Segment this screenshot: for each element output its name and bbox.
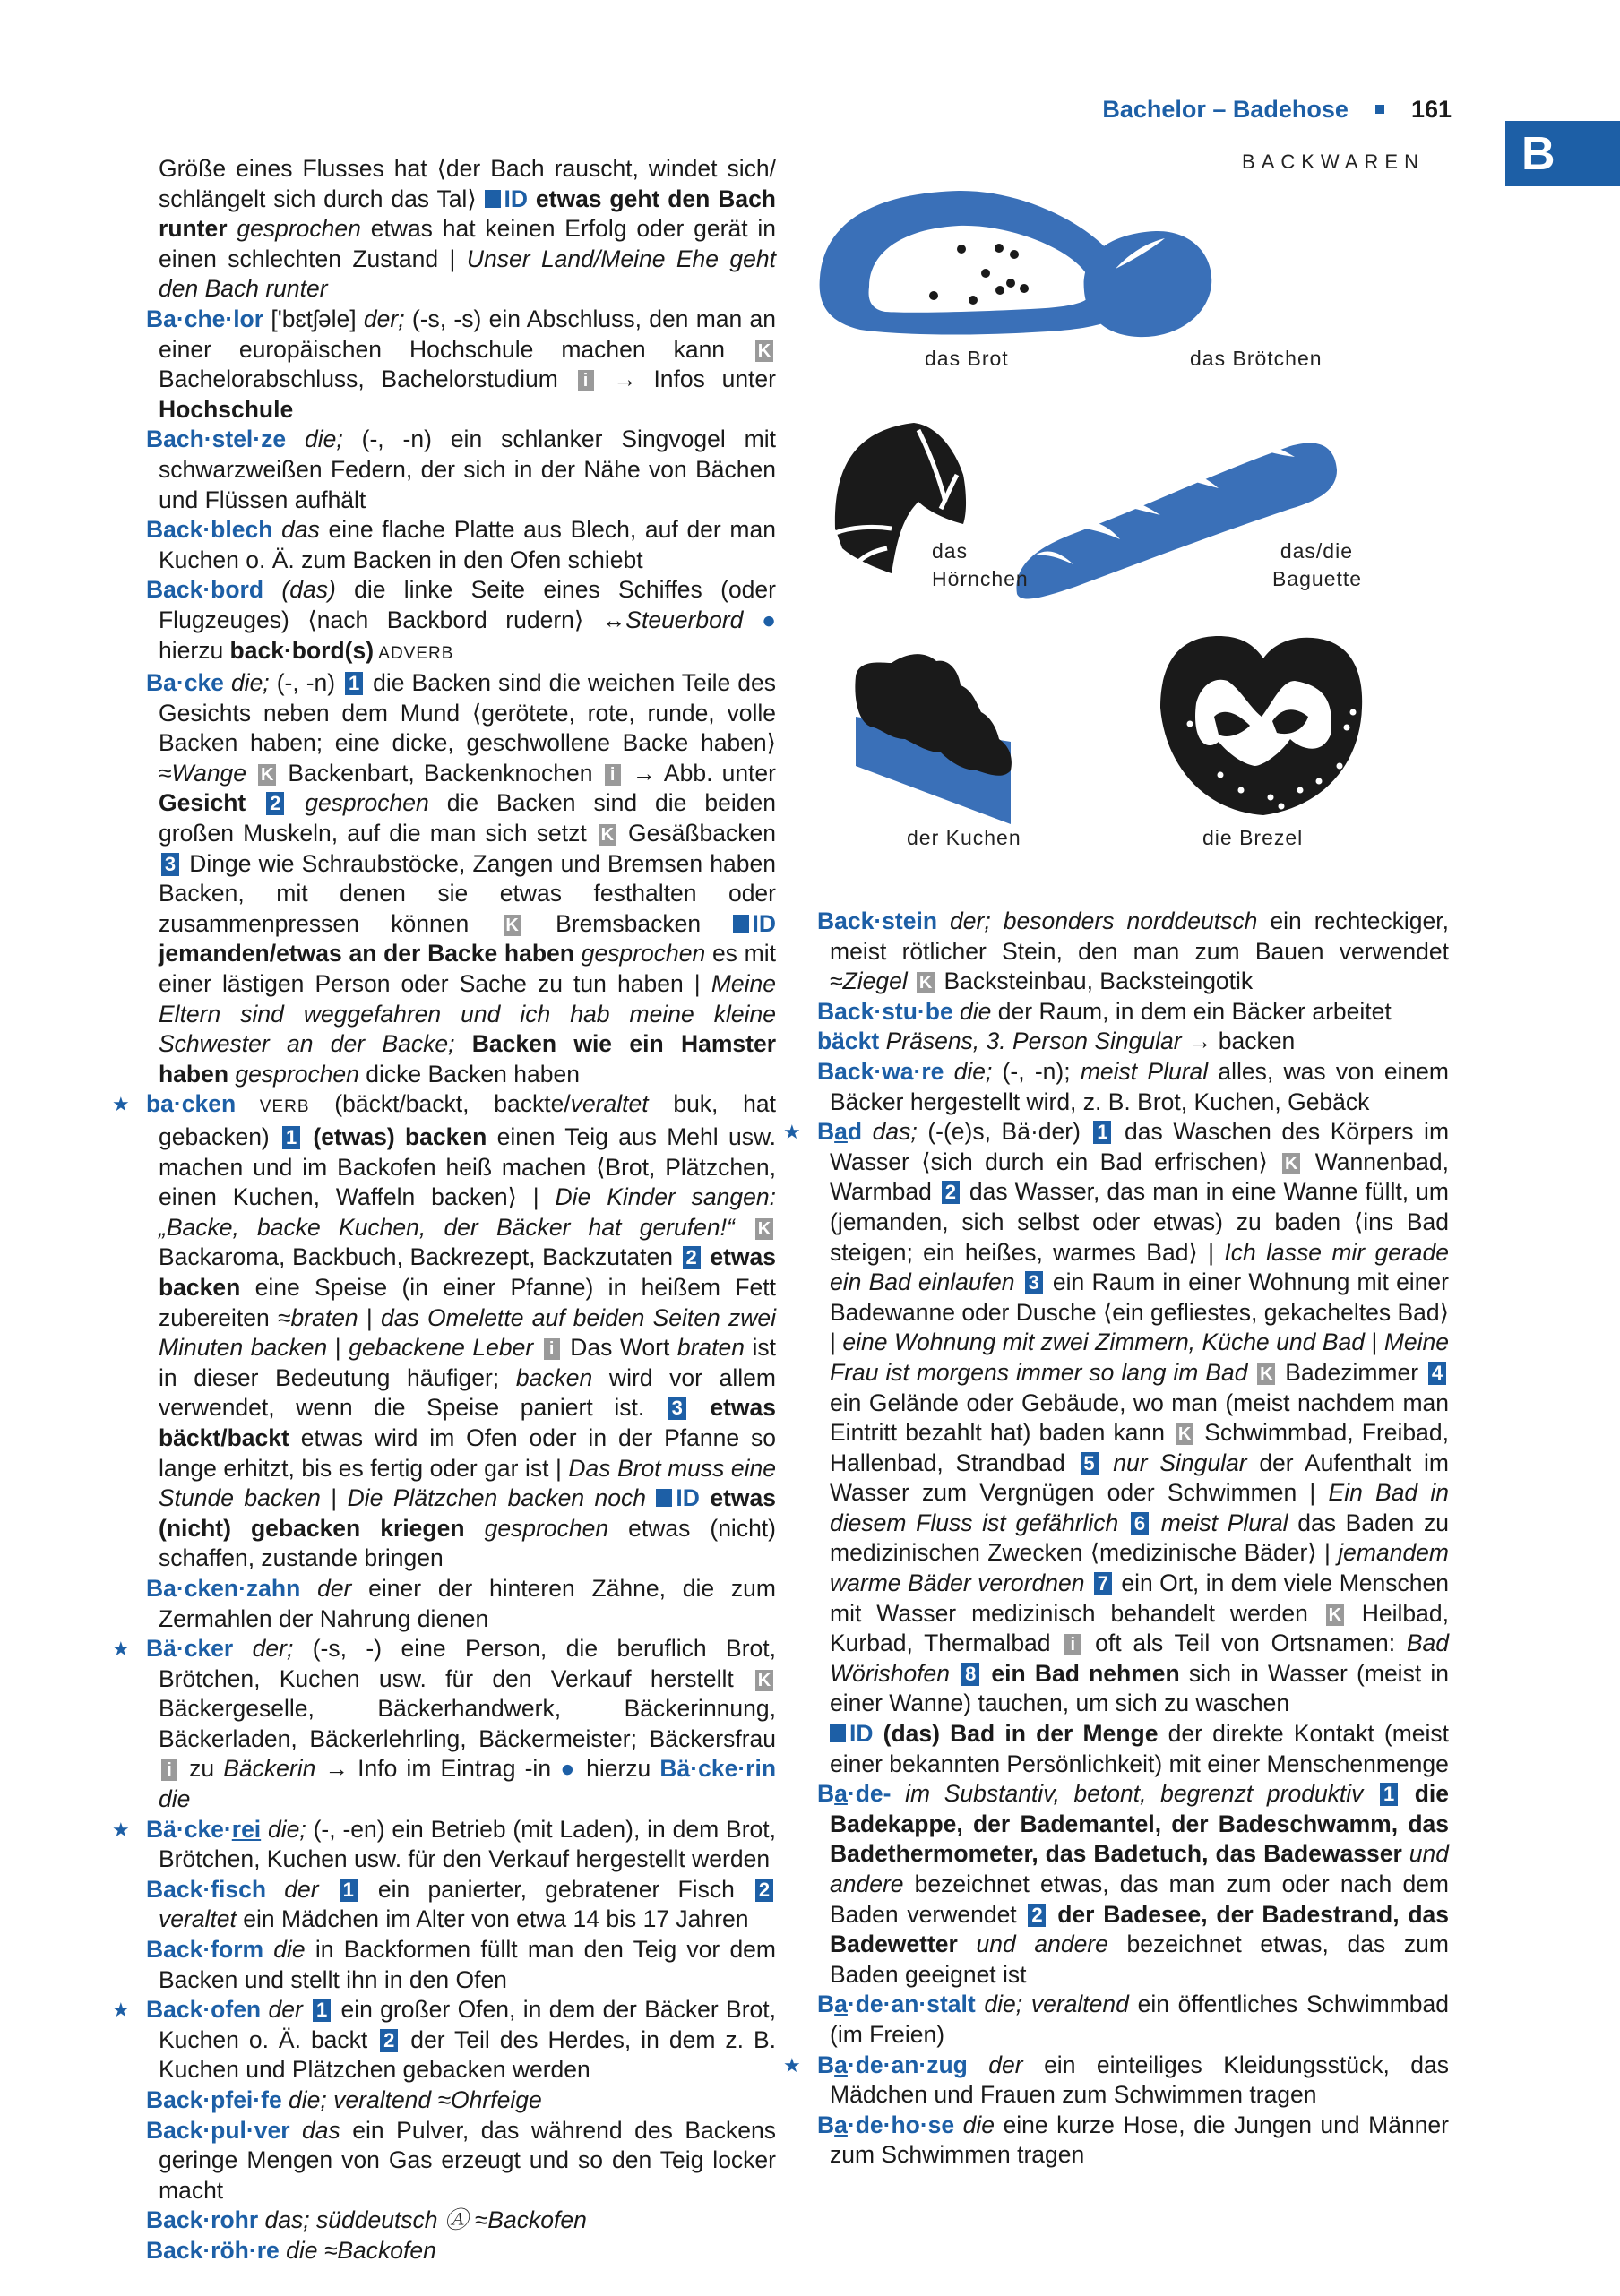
sense-number: 1 [345,672,363,695]
compound-k-icon: K [258,764,276,786]
page-number: 161 [1410,95,1452,123]
compound-k-icon: K [1326,1604,1344,1626]
entry-backblech: Back·blech das eine flache Platte aus Blech, auf der man Kuchen o. Ä. zum Backen in den Ofen schiebt [146,516,776,573]
sense-number: 1 [282,1126,300,1149]
entry-badeanstalt: Ba·de·an·stalt die; veraltend ein öffentliches Schwimmbad (im Freien) [817,1991,1450,2048]
star-icon: ★ [112,1638,130,1661]
headword[interactable]: Back·rohr [146,2206,259,2234]
headword[interactable]: bäckt [817,1028,880,1055]
caption-baguette [1272,537,1363,593]
bread-roll-icon [1084,231,1212,337]
derived-headword[interactable]: Bä·cke·rin [659,1755,777,1783]
entry-backware: Back·wa·re die; (-, -n); meist Plural alles, was von einem Bäcker hergestellt wird, z. B. Brot, Kuchen, Gebäck [817,1057,1449,1115]
idiom-marker: ID [849,1720,874,1748]
info-icon: i [1064,1634,1081,1655]
headword[interactable]: Ba·cken·zahn [146,1574,301,1602]
entry-backfisch: Back·fisch der 1 ein panierter, gebratener Fisch 2 veraltet ein Mädchen im Alter von etwa 14 bis 17 Jahren [146,1875,776,1935]
sense-number: 1 [1093,1121,1111,1144]
sense-number: 1 [313,1999,331,2022]
entry-bad: ★ Bad das; (-(e)s, Bä·der) 1 das Waschen des Körpers im Wasser ⟨sich durch ein Bad erfrischen⟩ K Wannenbad, Warmbad 2 das Wasser, das man in eine Wanne füllt, um (jemanden, sich selbst oder etwas) zu baden ⟨ins Bad steigen; ein heißes, warmes Bad⟩ | Ich lasse mir gerade ein Bad einlaufen 3 ein Raum in einer Wohnung mit einer Badewanne oder Dusche ⟨ein gefliestes, gekacheltes Bad⟩ | eine Wohnung mit zwei Zimmern, Küche und Bad | Meine Frau ist morgens immer so lang im Bad K Badezimmer 4 ein Gelände oder Gebäude, wo man (meist nachdem man Eintritt bezahlt hat) baden kann K Schwimmbad, Freibad, Hallenbad, Strandbad 5 nur Singular der Aufenthalt im Wasser zum Vergnügen oder Schwimmen | Ein Bad in diesem Fluss ist gefährlich 6 meist Plural das Baden zu medizinischen Zwecken ⟨medizinische Bäder⟩ | jemandem warme Bäder verordnen 7 ein Ort, in dem viele Menschen mit Wasser medizinisch behandelt werden K Heilbad, Kurbad, Thermalbad i oft als Teil von Ortsnamen: Bad Wörishofen 8 ein Bad nehmen sich in Wasser (meist in einer Wanne) tauchen, um sich zu waschen ID (das) Bad in der Menge der direkte Kontakt (meist einer bekannten Persönlichkeit) mit einer Menschenmenge [783,1118,1450,1777]
sense-number: 3 [1025,1271,1043,1294]
entry-backen: ★ ba·cken VERB (bäckt/backt, backte/veraltet buk, hat gebacken) 1 (etwas) backen einen Teig aus Mehl usw. machen und im Backofen heiß machen ⟨Brot, Plätzchen, einen Kuchen, Waffeln backen⟩ | Die Kinder sangen: „Backe, backe Kuchen, der Bäcker hat gerufen!“ K Backaroma, Backbuch, Backrezept, Backzutaten 2 etwas backen eine Speise (in einer Pfanne) in heißem Fett zubereiten ≈braten | das Omelette auf beiden Seiten zwei Minuten backen | gebackene Leber i Das Wort braten ist in dieser Bedeutung häufiger; backen wird vor allem verwendet, wenn die Speise paniert ist. 3 etwas bäckt/backt etwas wird im Ofen oder in der Pfanne so lange erhitzt, bis es fertig oder gar ist | Das Brot muss eine Stunde backen | Die Plätzchen backen noch ID etwas (nicht) gebacken kriegen gesprochen etwas (nicht) schaffen, zustande bringen [112,1090,777,1572]
headword[interactable]: Ba·de·an·zug [817,2051,968,2078]
compound-k-icon: K [1257,1363,1275,1385]
headword[interactable]: Back·bord [146,576,264,604]
pretzel-icon [1160,636,1362,815]
entry-bach-continued: Größe eines Flusses hat ⟨der Bach rauscht, windet sich/ schlängelt sich durch das Tal⟩ ID etwas geht den Bach runter gesprochen etwas hat keinen Erfolg oder gerät in einen schlechten Zustand | Unser Land/Meine Ehe geht den Bach runter [159,155,777,303]
entry-bade: Ba·de- im Substantiv, betont, begrenzt produktiv 1 die Badekappe, der Bademantel, der Badeschwamm, das Badethermometer, das Badetuch, das Badewasser und andere bezeichnet etwas, das man zum oder nach dem Baden verwendet 2 der Badesee, der Badestrand, das Badewetter und andere bezeichnet etwas, das zum Baden geeignet ist [817,1780,1450,1988]
headword[interactable]: Back·blech [146,516,273,544]
idiom-square-icon [733,915,749,933]
sense-number: 2 [942,1181,960,1204]
sense-number: 2 [755,1879,773,1902]
info-icon: i [161,1759,177,1781]
sense-number: 2 [683,1246,701,1269]
caption-hoernchen-line2: Hörnchen [932,567,1029,590]
entry-baecker: ★ Bä·cker der; (-s, -) eine Person, die beruflich Brot, Brötchen, Kuchen usw. für den Verkauf herstellt K Bäckergeselle, Bäckerhandwerk, Bäckerinnung, Bäckerladen, Bäckerlehrling, Bäckermeister; Bäckersfrau i zu Bäckerin → Info im Eintrag -in ● hierzu Bä·cke·rin die [112,1635,777,1813]
running-header [1066,90,1452,129]
compound-k-icon: K [1176,1423,1193,1445]
headword[interactable]: Back·form [146,1936,264,1964]
star-icon: ★ [112,1818,130,1841]
sense-number: 3 [161,853,179,876]
compound-k-icon: K [504,915,521,936]
entry-backpulver: Back·pul·ver das ein Pulver, das während des Backens geringe Mengen von Gas erzeugt und so den Teig locker macht [146,2116,777,2204]
bread-loaf-icon [820,191,1132,335]
star-icon: ★ [783,1121,801,1144]
sense-number: 4 [1428,1362,1446,1385]
headword[interactable]: Bach·stel·ze [146,426,287,453]
sense-number: 7 [1094,1572,1112,1595]
idiom-marker: ID [676,1484,700,1512]
sense-number: 2 [1028,1904,1046,1927]
compound-k-icon: K [1282,1153,1300,1174]
entry-backroehre: Back·röh·re die ≈Backofen [146,2236,436,2264]
headword[interactable]: Back·ofen [146,1996,262,2024]
idiom-marker: ID [504,185,529,212]
sense-number: 8 [961,1663,979,1686]
left-column [112,154,777,2266]
headword[interactable]: Back·pul·ver [146,2116,290,2144]
headword[interactable]: ba·cken [146,1090,237,1118]
bullet-dot-icon: ● [743,606,776,633]
sense-number: 2 [266,792,284,815]
illustration-title: BACKWAREN [1242,150,1425,173]
entry-backofen: ★ Back·ofen der 1 ein großer Ofen, in dem der Bäcker Brot, Kuchen o. Ä. backt 2 der Teil des Herdes, in dem z. B. Kuchen und Plätzchen gebacken werden [112,1996,777,2084]
sense-number: 6 [1131,1512,1149,1535]
entry-backrohr: Back·rohr das; süddeutsch Ⓐ ≈Backofen [146,2206,587,2234]
headword[interactable]: Ba·de·an·stalt [817,1991,976,2018]
entry-backpfeife: Back·pfei·fe die; veraltend ≈Ohrfeige [146,2086,542,2113]
caption-baguette-line2: Baguette [1272,567,1363,590]
caption-baguette-line1: das/die [1280,539,1353,563]
sense-number: 1 [340,1879,358,1902]
headword[interactable]: Back·fisch [146,1875,267,1903]
entry-bachelor: Ba·che·lor ['bɛtʃəle] der; (-s, -s) ein Abschluss, den man an einer europäischen Hochschule machen kann K Bachelorabschluss, Bachelorstudium i → Infos unter Hochschule [146,305,777,423]
headword[interactable]: Back·pfei·fe [146,2086,282,2113]
caption-hoernchen [932,537,1029,593]
entry-bachstelze: Bach·stel·ze die; (-, -n) ein schlanker Singvogel mit schwarzweißen Federn, der sich in der Nähe von Bächen und Flüssen aufhält [146,426,776,513]
info-icon: i [578,370,594,391]
caption-hoernchen-line1: das [932,539,969,563]
entry-baeckt: bäckt Präsens, 3. Person Singular → backen [817,1028,1296,1055]
star-icon: ★ [112,1093,130,1116]
compound-k-icon: K [599,824,616,846]
thumb-index-tab[interactable] [1505,121,1620,186]
entry-backstein: Back·stein der; besonders norddeutsch ein rechteckiger, meist rötlicher Stein, den man zum Bauen verwendet ≈Ziegel K Backsteinbau, Backsteingotik [817,907,1449,995]
idiom-square-icon [830,1724,846,1742]
entry-backform: Back·form die in Backformen füllt man den Teig vor dem Backen und stellt ihn in den Ofen [146,1936,776,1993]
separator-square-icon [1375,105,1384,114]
headword[interactable]: Back·stein [817,907,938,934]
entry-badeanzug: ★ Ba·de·an·zug der ein einteiliges Kleidungsstück, das Mädchen und Frauen zum Schwimmen tragen [783,2051,1449,2109]
compound-k-icon: K [917,972,935,993]
sense-number: 3 [668,1397,686,1420]
caption-brot: das Brot [925,347,1009,370]
right-column [783,907,1450,2171]
star-icon: ★ [783,2053,801,2077]
entry-badehose: Ba·de·ho·se die eine kurze Hose, die Jungen und Männer zum Schwimmen tragen [817,2111,1449,2169]
headword[interactable]: Ba·de·ho·se [817,2111,955,2138]
idiom-square-icon [656,1489,672,1507]
entry-backe: Ba·cke die; (-, -n) 1 die Backen sind die weichen Teile des Gesichts neben dem Mund ⟨gerötete, rote, runde, volle Backen haben; eine dicke, geschwollene Backe haben⟩ ≈Wange K Backenbart, Backenknochen i → Abb. unter Gesicht 2 gesprochen die Backen sind die beiden großen Muskeln, auf die man sich setzt K Gesäßbacken 3 Dinge wie Schraubstöcke, Zangen und Bremsen haben Backen, mit denen sie etwas festhalten oder zusammenpressen können K Bremsbacken ID jemanden/etwas an der Backe haben gesprochen es mit einer lästigen Person oder Sache zu tun haben | Meine Eltern sind weggefahren und ich hab meine kleine Schwester an der Backe; Backen wie ein Hamster haben gesprochen dicke Backen haben [146,669,777,1088]
cross-reference[interactable]: Gesicht [159,789,246,817]
caption-broetchen: das Brötchen [1190,347,1323,370]
cross-reference[interactable]: Hochschule [159,395,294,423]
entry-backenzahn: Ba·cken·zahn der einer der hinteren Zähne, die zum Zermahlen der Nahrung dienen [146,1574,776,1632]
illustration-panel [806,179,1452,869]
bullet-dot-icon: ● [560,1755,577,1783]
caption-kuchen: der Kuchen [907,826,1021,849]
headword[interactable]: Ba·che·lor [146,305,264,332]
entry-backbord: Back·bord (das) die linke Seite eines Schiffes (oder Flugzeuges) ⟨nach Backbord rudern⟩ ↔Steuerbord ● hierzu back·bord(s) ADVERB [146,576,776,664]
cake-slice-icon [855,654,1012,824]
entry-baeckerei: ★ Bä·cke·rei die; (-, -en) ein Betrieb (mit Laden), in dem Brot, Brötchen, Kuchen usw. für den Verkauf hergestellt werden [112,1815,776,1873]
headword[interactable]: Bä·cker [146,1635,234,1663]
headword[interactable]: Ba·cke [146,669,224,697]
compound-k-icon: K [755,1218,773,1240]
compound-k-icon: K [755,1670,773,1691]
headword[interactable]: Bad [817,1118,863,1146]
sense-number: 1 [1380,1783,1398,1806]
entry-backstube: Back·stu·be die der Raum, in dem ein Bäcker arbeitet [817,997,1392,1025]
compound-k-icon: K [755,340,773,362]
headword[interactable]: Bä·cke·rei [146,1815,262,1843]
idiom-square-icon [485,190,501,208]
info-icon: i [544,1338,560,1360]
sense-number: 2 [380,2029,398,2052]
thumb-index-letter: B [1521,127,1555,180]
star-icon: ★ [112,1999,130,2022]
headword[interactable]: Back·stu·be [817,997,953,1025]
headword[interactable]: Back·wa·re [817,1057,944,1085]
headword[interactable]: Back·röh·re [146,2236,280,2264]
headword[interactable]: Ba·de- [817,1780,892,1808]
page-range-title: Bachelor – Badehose [1102,95,1349,123]
sense-number: 5 [1081,1452,1099,1475]
caption-brezel: die Brezel [1202,826,1304,849]
idiom-marker: ID [752,909,776,937]
info-icon: i [605,764,621,786]
